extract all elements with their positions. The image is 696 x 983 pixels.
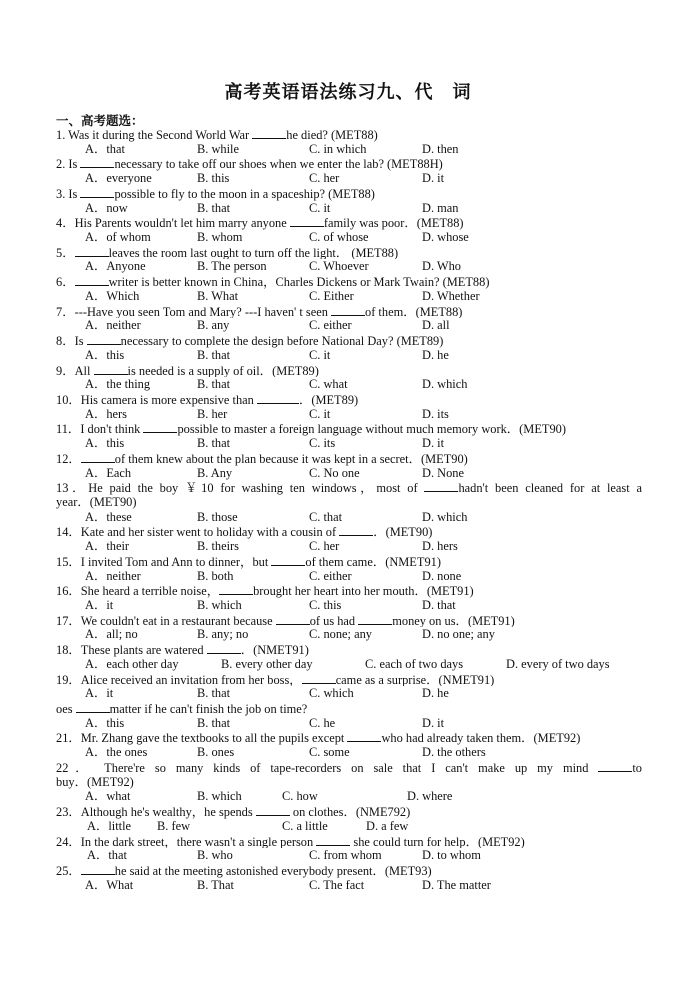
question-list	[56, 127, 642, 892]
option-a: A．the thing	[85, 377, 151, 392]
question-text: who had already taken them．(MET92)	[381, 731, 581, 746]
answer-options	[56, 142, 642, 157]
option-b: B. What	[197, 288, 239, 303]
question-stem	[56, 304, 642, 319]
answer-blank	[276, 613, 310, 625]
question-continuation	[56, 701, 642, 716]
option-c: C. it	[309, 406, 331, 421]
option-b: B. while	[197, 141, 239, 156]
answer-blank	[75, 245, 109, 257]
option-b: B. both	[197, 568, 234, 583]
option-a: A．this	[85, 347, 125, 362]
answer-blank	[271, 554, 305, 566]
question-stem	[56, 642, 642, 657]
option-d: D. which	[422, 509, 468, 524]
question-text: 4．His Parents wouldn't let him marry anyone	[56, 216, 290, 231]
answer-options	[56, 716, 642, 731]
answer-blank	[75, 274, 109, 286]
option-b: B. every other day	[221, 656, 313, 671]
option-d: D. all	[422, 318, 450, 333]
answer-blank	[76, 701, 110, 713]
question-text: 22． There're so many kinds of tape-recorders on sale that I can't make up my mind	[56, 760, 599, 775]
answer-options	[56, 745, 642, 760]
option-a: A．each other day	[85, 656, 179, 671]
answer-blank	[80, 186, 114, 198]
option-a: A．little	[87, 818, 132, 833]
option-c: C. that	[309, 509, 343, 524]
option-a: A．these	[85, 509, 132, 524]
option-b: B. those	[197, 509, 238, 524]
option-d: D. hers	[422, 539, 458, 554]
answer-blank	[80, 156, 114, 168]
question-text: 10．His camera is more expensive than	[56, 392, 257, 407]
answer-options	[56, 686, 642, 701]
option-b: B. that	[197, 436, 231, 451]
answer-options	[56, 436, 642, 451]
answer-options	[56, 377, 642, 392]
question-stem	[56, 274, 642, 289]
question-stem	[56, 863, 642, 878]
option-a: A．it	[85, 598, 114, 612]
option-b: B. whom	[197, 230, 243, 245]
answer-blank	[143, 421, 177, 433]
question-stem	[56, 804, 642, 819]
question-text: necessary to complete the design before National Day? (MET89)	[120, 334, 444, 348]
option-a: A．Which	[85, 288, 140, 303]
question-stem	[56, 245, 642, 260]
answer-options	[56, 407, 642, 422]
answer-blank	[81, 863, 115, 875]
option-c: C. The fact	[309, 877, 365, 892]
answer-options	[56, 789, 642, 804]
answer-blank	[219, 583, 253, 595]
option-b: B. That	[197, 877, 234, 892]
option-c: C. Either	[309, 288, 354, 303]
option-b: B. any; no	[197, 627, 249, 642]
question-text: of them knew about the plan because it was kept in a secret．(MET90)	[114, 451, 468, 466]
answer-blank	[302, 672, 336, 684]
option-b: B. theirs	[197, 539, 239, 554]
question-text: leaves the room last ought to turn off the light． (MET88)	[108, 245, 399, 260]
answer-blank	[598, 760, 632, 772]
answer-options	[56, 878, 642, 893]
question-text: brought her heart into her mouth．(MET91)	[253, 584, 474, 598]
answer-options	[56, 318, 642, 333]
question-text: 1. Was it during the Second World War	[56, 128, 253, 142]
question-stem	[56, 392, 642, 407]
option-b: B. that	[197, 715, 231, 730]
question-stem	[56, 156, 642, 171]
option-d: D. none	[422, 568, 462, 583]
answer-blank	[256, 804, 290, 816]
answer-options	[56, 819, 642, 834]
question-text: ．(NMET91)	[240, 643, 309, 657]
question-stem	[56, 333, 642, 348]
question-text: family was poor．(MET88)	[323, 216, 464, 231]
answer-blank	[87, 333, 121, 345]
option-a: A．What	[85, 877, 134, 892]
question-text: he died? (MET88)	[286, 128, 378, 142]
question-stem	[56, 672, 642, 687]
answer-options	[56, 598, 642, 613]
question-text: 7．---Have you seen Tom and Mary? ---I haven' t seen	[56, 304, 332, 319]
option-a: A．everyone	[85, 171, 152, 186]
option-a: A．Each	[85, 465, 132, 480]
question-stem	[56, 215, 642, 230]
question-text: 23．Although he's wealthy，he spends	[56, 805, 256, 819]
answer-blank	[424, 480, 458, 492]
question-stem	[56, 524, 642, 539]
question-stem	[56, 834, 642, 849]
option-b: B. few	[157, 818, 191, 833]
question-continuation	[56, 775, 642, 790]
question-text: of them came．(NMET91)	[305, 554, 441, 569]
question-stem	[56, 480, 642, 495]
question-text: 5．	[56, 245, 75, 260]
answer-options	[56, 569, 642, 584]
option-c: C. her	[309, 171, 340, 186]
question-text: writer is better known in China，Charles Dickens or Mark Twain? (MET88)	[108, 275, 490, 289]
option-b: B. that	[197, 200, 231, 215]
answer-options	[56, 348, 642, 363]
option-d: D. he	[422, 686, 449, 701]
option-b: B. which	[197, 598, 242, 612]
option-b: B. which	[197, 789, 242, 804]
option-b: B. her	[197, 406, 228, 421]
question-text: matter if he can't finish the job on time?	[109, 702, 308, 716]
answer-blank	[339, 524, 373, 536]
option-d: D. then	[422, 141, 459, 156]
question-text: on clothes．(NME792)	[289, 805, 411, 819]
question-text: she could turn for help．(MET92)	[350, 834, 525, 849]
option-d: D. it	[422, 436, 445, 451]
option-d: D. every of two days	[506, 656, 610, 671]
answer-options	[56, 510, 642, 525]
question-stem	[56, 421, 642, 436]
question-text: buy．(MET92)	[56, 774, 134, 789]
question-text: 6．	[56, 275, 75, 289]
option-a: A．this	[85, 715, 125, 730]
question-text: 12．	[56, 451, 81, 466]
answer-blank	[358, 613, 392, 625]
question-text: 11．I don't think	[56, 422, 144, 437]
option-c: C. either	[309, 318, 352, 333]
answer-options	[56, 230, 642, 245]
page-title: 高考英语语法练习九、代 词	[224, 82, 472, 103]
answer-options	[56, 259, 642, 274]
question-text: year．(MET90)	[56, 494, 137, 509]
option-c: C. he	[309, 715, 336, 730]
option-b: B. The person	[197, 259, 267, 274]
answer-options	[56, 657, 642, 672]
question-text: to	[632, 760, 642, 775]
answer-options	[56, 539, 642, 554]
option-d: D. a few	[366, 818, 409, 833]
option-c: C. Whoever	[309, 259, 369, 274]
question-text: 3. Is	[56, 186, 81, 201]
option-d: D. its	[422, 406, 449, 421]
question-text: of us had	[309, 613, 359, 628]
question-text: of them．(MET88)	[365, 304, 463, 319]
question-text: 19．Alice received an invitation from her boss，	[56, 672, 302, 687]
option-b: B. Any	[197, 465, 233, 480]
option-c: C. of whose	[309, 230, 369, 245]
option-a: A．Anyone	[85, 259, 146, 274]
option-a: A．neither	[85, 318, 141, 333]
option-a: A．that	[85, 141, 125, 156]
option-d: D. it	[422, 171, 445, 186]
option-c: C. a little	[282, 818, 328, 833]
question-text: 24．In the dark street，there wasn't a single person	[56, 834, 317, 849]
option-c: C. this	[309, 598, 342, 612]
option-a: A．their	[85, 539, 130, 554]
question-stem	[56, 451, 642, 466]
question-text: necessary to take off our shoes when we enter the lab? (MET88H)	[114, 157, 443, 172]
question-text: ．(MET90)	[373, 525, 433, 540]
option-d: D. whose	[422, 230, 469, 245]
answer-blank	[94, 363, 128, 375]
option-c: C. each of two days	[365, 656, 464, 671]
answer-blank	[331, 304, 365, 316]
option-a: A．hers	[85, 406, 127, 421]
question-text: 9．All	[56, 363, 94, 378]
question-text: money on us．(MET91)	[392, 613, 515, 628]
option-a: A．it	[85, 686, 114, 701]
option-a: A．neither	[85, 568, 141, 583]
option-c: C. No one	[309, 465, 360, 480]
option-b: B. who	[197, 848, 233, 863]
question-stem	[56, 554, 642, 569]
option-d: D. no one; any	[422, 627, 495, 642]
option-a: A．what	[85, 789, 131, 804]
answer-options	[56, 201, 642, 216]
option-c: C. none; any	[309, 627, 372, 642]
question-text: 21．Mr. Zhang gave the textbooks to all the pupils except	[56, 731, 348, 746]
option-b: B. this	[197, 171, 230, 186]
question-stem	[56, 127, 642, 142]
answer-blank	[252, 127, 286, 139]
option-d: D. that	[422, 598, 456, 612]
answer-blank	[257, 392, 299, 404]
option-c: C. how	[282, 789, 318, 804]
option-b: B. that	[197, 686, 231, 701]
option-c: C. it	[309, 347, 331, 362]
option-b: B. ones	[197, 745, 235, 760]
question-text: 2. Is	[56, 157, 81, 172]
option-b: B. that	[197, 347, 231, 362]
option-a: A．of whom	[85, 230, 151, 245]
option-c: C. its	[309, 436, 336, 451]
option-c: C. either	[309, 568, 352, 583]
answer-options	[56, 466, 642, 481]
option-d: D. Whether	[422, 288, 480, 303]
option-d: D. to whom	[422, 848, 481, 863]
question-stem	[56, 583, 642, 598]
option-c: C. it	[309, 200, 331, 215]
answer-blank	[290, 215, 324, 227]
option-d: D. Who	[422, 259, 462, 274]
option-b: B. that	[197, 377, 231, 392]
question-text: possible to master a foreign language without much memory work．(MET90)	[177, 422, 566, 437]
answer-options	[56, 848, 642, 863]
option-d: D. where	[407, 789, 453, 804]
answer-blank	[347, 730, 381, 742]
question-stem	[56, 363, 642, 378]
option-d: D. None	[422, 465, 464, 480]
answer-options	[56, 171, 642, 186]
question-text: 13．He paid the boy ￥10 for washing ten windows，most of	[56, 481, 425, 495]
option-a: A．that	[87, 848, 127, 863]
option-c: C. her	[309, 539, 340, 554]
option-a: A．the ones	[85, 745, 148, 760]
question-text: he said at the meeting astonished everybody present．(MET93)	[114, 863, 432, 878]
option-d: D. it	[422, 715, 445, 730]
section-heading: 一、高考题选：	[56, 113, 144, 128]
option-d: D. he	[422, 347, 449, 362]
option-c: C. which	[309, 686, 354, 701]
option-a: A．all; no	[85, 627, 138, 642]
option-c: C. from whom	[309, 848, 382, 863]
option-b: B. any	[197, 318, 230, 333]
answer-options	[56, 627, 642, 642]
option-a: A．now	[85, 200, 128, 215]
question-stem	[56, 613, 642, 628]
question-stem	[56, 186, 642, 201]
question-text: 18．These plants are watered	[56, 643, 207, 657]
answer-options	[56, 289, 642, 304]
answer-blank	[207, 642, 241, 654]
option-d: D. The matter	[422, 877, 491, 892]
question-text: came as a surprise．(NMET91)	[335, 672, 495, 687]
question-text: 8．Is	[56, 334, 87, 348]
option-c: C. what	[309, 377, 348, 392]
option-d: D. the others	[422, 745, 486, 760]
question-continuation	[56, 495, 642, 510]
option-d: D. which	[422, 377, 468, 392]
question-text: possible to fly to the moon in a spaceship? (MET88)	[114, 186, 375, 201]
answer-blank	[81, 451, 115, 463]
option-a: A．this	[85, 436, 125, 451]
question-text: is needed is a supply of oil．(MET89)	[127, 363, 319, 378]
question-text: oes	[56, 702, 76, 716]
option-c: C. in which	[309, 141, 367, 156]
question-text: 15．I invited Tom and Ann to dinner，but	[56, 554, 272, 569]
option-c: C. some	[309, 745, 350, 760]
question-text: 16．She heard a terrible noise，	[56, 584, 220, 598]
question-stem	[56, 730, 642, 745]
question-text: 25．	[56, 863, 81, 878]
question-text: 17．We couldn't eat in a restaurant because	[56, 613, 276, 628]
answer-blank	[316, 834, 350, 846]
question-text: ．(MET89)	[298, 392, 359, 407]
question-text: hadn't been cleaned for at least a	[458, 481, 642, 495]
question-text: 14．Kate and her sister went to holiday with a cousin of	[56, 525, 340, 540]
option-d: D. man	[422, 200, 459, 215]
question-stem	[56, 760, 642, 775]
